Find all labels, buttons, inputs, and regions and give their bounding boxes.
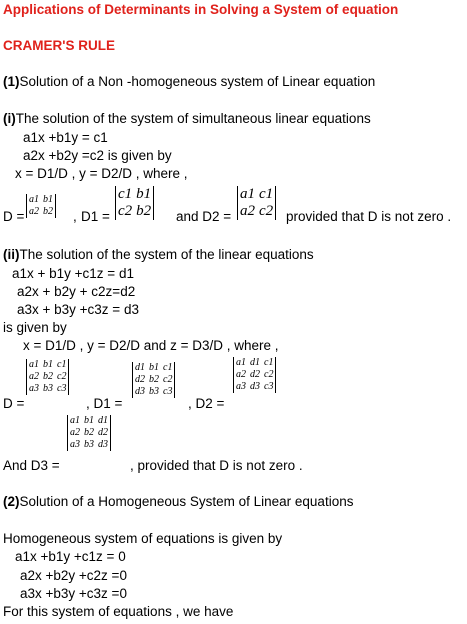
section-2-text: Solution of a Homogeneous System of Linear equations <box>19 494 354 509</box>
det-cell: c3 <box>264 381 274 392</box>
condition-text: , provided that D is not zero . <box>130 458 303 473</box>
det-cell: a2 <box>70 427 80 438</box>
det-label-d1: , D1 = <box>86 396 123 411</box>
equation-line: a3x + b3y +c3z = d3 <box>17 302 139 317</box>
det-cell: a3 <box>29 383 39 394</box>
determinant-d-2x2 <box>26 194 56 218</box>
det-cell: a2 <box>29 206 39 217</box>
determinant-d2-2x2 <box>237 186 276 220</box>
equation-line: x = D1/D , y = D2/D , where , <box>15 166 188 181</box>
det-cell: a1 <box>240 186 255 202</box>
cramers-rule-heading: CRAMER'S RULE <box>3 38 115 53</box>
det-cell: c1 <box>264 357 274 368</box>
page-title: Applications of Determinants in Solving a System of equation <box>3 2 399 17</box>
section-1ii-text: The solution of the system of the linear equations <box>19 247 314 262</box>
determinant-d3-3x3 <box>67 415 111 451</box>
det-label-d: D = <box>3 396 25 411</box>
section-1-text: Solution of a Non -homogeneous system of Linear equation <box>19 74 376 89</box>
section-1i-heading <box>3 111 371 127</box>
section-2-heading <box>3 494 353 510</box>
det-cell: d1 <box>250 357 260 368</box>
homogeneous-intro: Homogeneous system of equations is given by <box>3 531 283 546</box>
det-cell: a1 <box>236 357 246 368</box>
det-label-d: D = <box>3 209 25 224</box>
det-cell: c2 <box>264 369 274 380</box>
equation-line: x = D1/D , y = D2/D and z = D3/D , where , <box>23 338 279 353</box>
det-cell: a2 <box>29 371 39 382</box>
det-label-d2: , D2 = <box>188 396 225 411</box>
determinant-d2-3x3 <box>233 357 276 393</box>
det-cell: b1 <box>43 194 53 205</box>
det-cell: b1 <box>43 359 53 370</box>
det-cell: c1 <box>118 186 133 202</box>
det-cell: a2 <box>240 203 255 219</box>
det-cell: a2 <box>236 369 246 380</box>
equation-line: is given by <box>3 320 67 335</box>
equation-line: a1x +b1y +c1z = 0 <box>15 549 126 564</box>
det-cell: b3 <box>43 383 53 394</box>
equation-line: a2x + b2y + c2z=d2 <box>17 284 136 299</box>
section-1ii-number: (ii) <box>3 247 20 262</box>
determinant-d1-2x2 <box>115 186 154 220</box>
det-cell: c2 <box>118 203 133 219</box>
equation-line: a3x +b3y +c3z =0 <box>20 586 127 601</box>
equation-line: a1x + b1y +c1z = d1 <box>12 266 134 281</box>
det-cell: d2 <box>98 427 108 438</box>
det-cell: d1 <box>98 415 108 426</box>
det-label-d2: and D2 = <box>176 209 232 224</box>
det-cell: b2 <box>43 206 53 217</box>
determinant-d1-3x3 <box>132 362 175 398</box>
det-cell: c3 <box>57 383 67 394</box>
equation-line: a1x +b1y = c1 <box>23 130 108 145</box>
equation-line: a2x +b2y +c2z =0 <box>20 568 127 583</box>
det-label-d3: And D3 = <box>3 458 60 473</box>
det-cell: b3 <box>149 386 159 397</box>
det-cell: d2 <box>250 369 260 380</box>
det-cell: c1 <box>259 186 274 202</box>
section-1i-number: (i) <box>3 111 16 126</box>
det-cell: d3 <box>250 381 260 392</box>
det-label-d1: D1 = <box>81 209 110 224</box>
det-cell: c1 <box>163 362 173 373</box>
det-cell: b2 <box>43 371 53 382</box>
det-cell: d3 <box>98 439 108 450</box>
det-cell: a1 <box>29 359 39 370</box>
comma-separator: , <box>73 209 77 224</box>
det-cell: d1 <box>135 362 145 373</box>
section-1i-text: The solution of the system of simultaneous linear equations <box>15 111 371 126</box>
section-2-number: (2) <box>3 494 20 509</box>
det-cell: c2 <box>163 374 173 385</box>
section-1-number: (1) <box>3 74 20 89</box>
det-cell: b3 <box>84 439 94 450</box>
determinant-d-3x3 <box>26 359 69 395</box>
det-cell: c3 <box>163 386 173 397</box>
closing-line: For this system of equations , we have <box>3 604 234 619</box>
det-cell: b1 <box>149 362 159 373</box>
condition-text: provided that D is not zero . <box>286 209 452 224</box>
equation-line: a2x +b2y =c2 is given by <box>23 148 172 163</box>
det-cell: a1 <box>70 415 80 426</box>
det-cell: b2 <box>136 203 152 219</box>
det-cell: b2 <box>149 374 159 385</box>
det-cell: c1 <box>57 359 67 370</box>
det-cell: d3 <box>135 386 145 397</box>
det-cell: d2 <box>135 374 145 385</box>
section-1-heading <box>3 74 375 90</box>
det-cell: c2 <box>57 371 67 382</box>
det-cell: c2 <box>259 203 274 219</box>
det-cell: a3 <box>70 439 80 450</box>
section-1ii-heading <box>3 247 314 263</box>
det-cell: a1 <box>29 194 39 205</box>
det-cell: b1 <box>136 186 152 202</box>
det-cell: a3 <box>236 381 246 392</box>
det-cell: b1 <box>84 415 94 426</box>
det-cell: b2 <box>84 427 94 438</box>
